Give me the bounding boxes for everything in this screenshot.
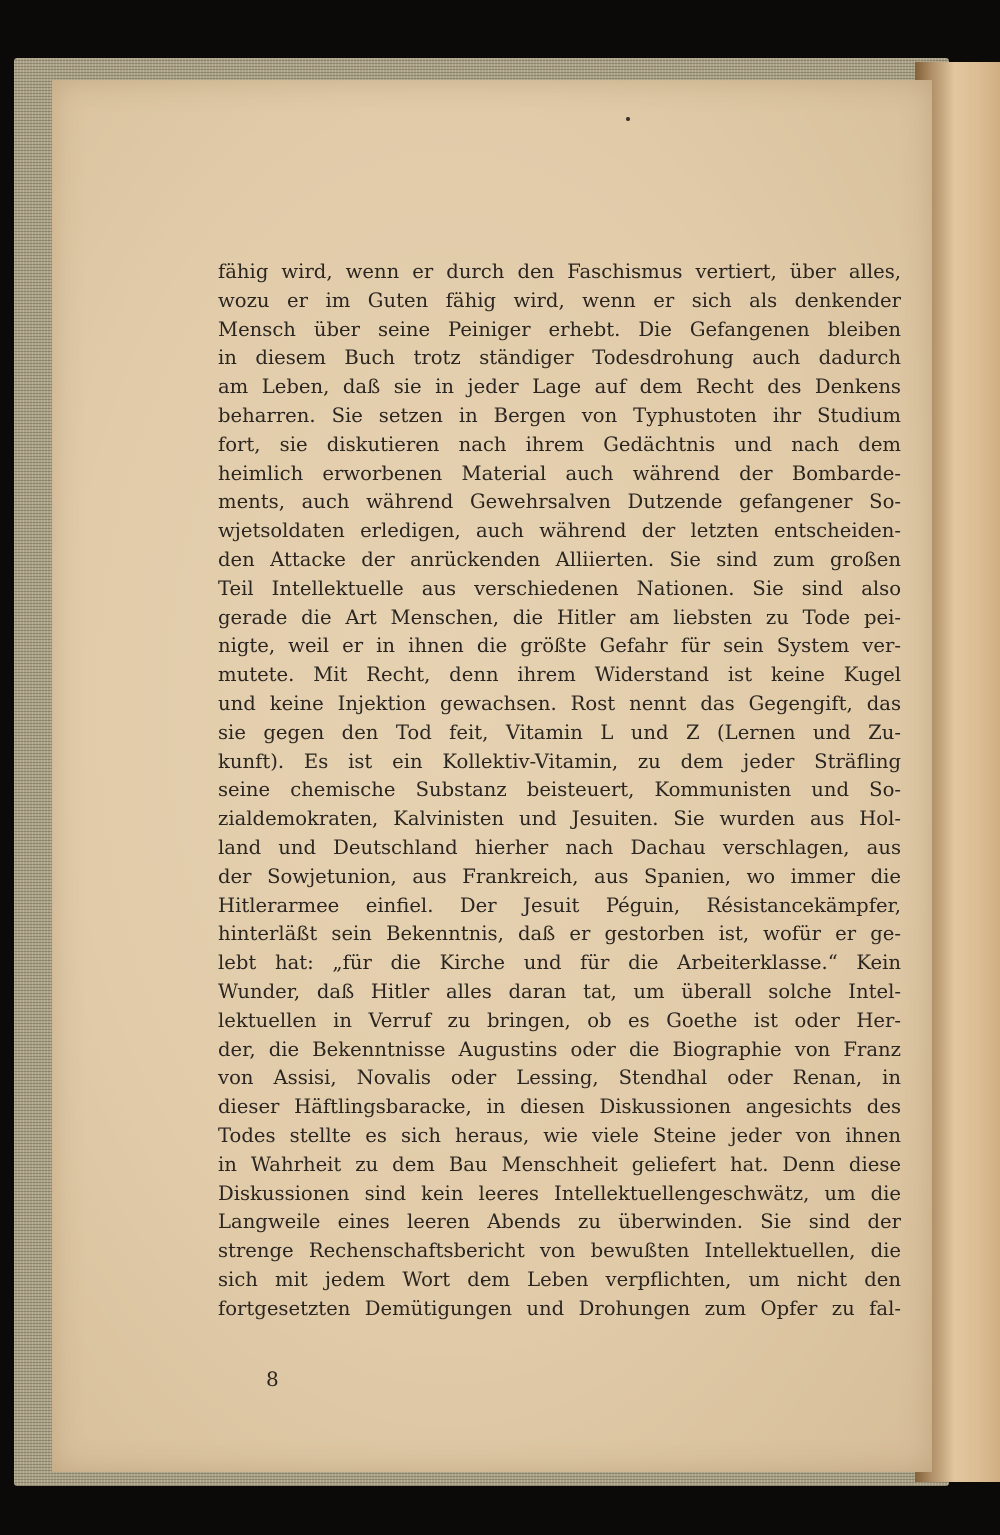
text-line: beharren. Sie setzen in Bergen von Typhustoten ihr Studium <box>218 403 901 427</box>
text-line: fortgesetzten Demütigungen und Drohungen zum Opfer zu fal- <box>218 1296 901 1320</box>
text-line: dieser Häftlingsbaracke, in diesen Diskussionen angesichts des <box>218 1095 901 1119</box>
text-line: kunft). Es ist ein Kollektiv-Vitamin, zu dem jeder Sträfling <box>218 749 901 773</box>
text-line: der, die Bekenntnisse Augustins oder die Biographie von Franz <box>218 1037 901 1061</box>
text-line: mutete. Mit Recht, denn ihrem Widerstand ist keine Kugel <box>218 663 901 687</box>
text-line: Wunder, daß Hitler alles daran tat, um überall solche Intel- <box>218 979 901 1003</box>
text-line: zialdemokraten, Kalvinisten und Jesuiten. Sie wurden aus Hol- <box>218 807 901 831</box>
text-line: fort, sie diskutieren nach ihrem Gedächtnis und nach dem <box>218 432 901 456</box>
text-line: strenge Rechenschaftsbericht von bewußten Intellektuellen, die <box>218 1239 901 1263</box>
text-line: gerade die Art Menschen, die Hitler am liebsten zu Tode pei- <box>218 605 901 629</box>
text-line: in Wahrheit zu dem Bau Menschheit geliefert hat. Denn diese <box>218 1152 901 1176</box>
book-page <box>52 80 932 1472</box>
text-line: sich mit jedem Wort dem Leben verpflichten, um nicht den <box>218 1267 901 1291</box>
text-line: wozu er im Guten fähig wird, wenn er sich als denkender <box>218 288 901 312</box>
text-line: und keine Injektion gewachsen. Rost nennt das Gegengift, das <box>218 691 901 715</box>
text-line: Hitlerarmee einfiel. Der Jesuit Péguin, Résistancekämpfer, <box>218 893 901 917</box>
text-line: Teil Intellektuelle aus verschiedenen Nationen. Sie sind also <box>218 576 901 600</box>
text-line: von Assisi, Novalis oder Lessing, Stendhal oder Renan, in <box>218 1066 901 1090</box>
text-line: seine chemische Substanz beisteuert, Kommunisten und So- <box>218 778 901 802</box>
text-line: in diesem Buch trotz ständiger Todesdrohung auch dadurch <box>218 346 901 370</box>
body-text <box>218 258 901 1323</box>
text-line: ments, auch während Gewehrsalven Dutzende gefangener So- <box>218 490 901 514</box>
text-line: am Leben, daß sie in jeder Lage auf dem Recht des Denkens <box>218 375 901 399</box>
text-line: Mensch über seine Peiniger erhebt. Die Gefangenen bleiben <box>218 317 901 341</box>
text-line: der Sowjetunion, aus Frankreich, aus Spanien, wo immer die <box>218 864 901 888</box>
text-line: lebt hat: „für die Kirche und für die Arbeiterklasse.“ Kein <box>218 951 901 975</box>
text-line: heimlich erworbenen Material auch während der Bombarde- <box>218 461 901 485</box>
text-line: Diskussionen sind kein leeres Intellektuellengeschwätz, um die <box>218 1181 901 1205</box>
page-number: 8 <box>266 1367 279 1391</box>
text-line: Langweile eines leeren Abends zu überwinden. Sie sind der <box>218 1210 901 1234</box>
text-line: fähig wird, wenn er durch den Faschismus vertiert, über alles, <box>218 260 901 283</box>
text-line: lektuellen in Verruf zu bringen, ob es Goethe ist oder Her- <box>218 1008 901 1032</box>
text-line: Todes stellte es sich heraus, wie viele Steine jeder von ihnen <box>218 1123 901 1147</box>
text-line: land und Deutschland hierher nach Dachau verschlagen, aus <box>218 835 901 859</box>
paper-speck <box>626 117 630 121</box>
text-line: sie gegen den Tod feit, Vitamin L und Z (Lernen und Zu- <box>218 720 901 744</box>
text-line: nigte, weil er in ihnen die größte Gefahr für sein System ver- <box>218 634 901 658</box>
text-line: den Attacke der anrückenden Alliierten. Sie sind zum großen <box>218 547 901 571</box>
text-line: wjetsoldaten erledigen, auch während der letzten entscheiden- <box>218 519 901 543</box>
text-line: hinterläßt sein Bekenntnis, daß er gestorben ist, wofür er ge- <box>218 922 901 946</box>
